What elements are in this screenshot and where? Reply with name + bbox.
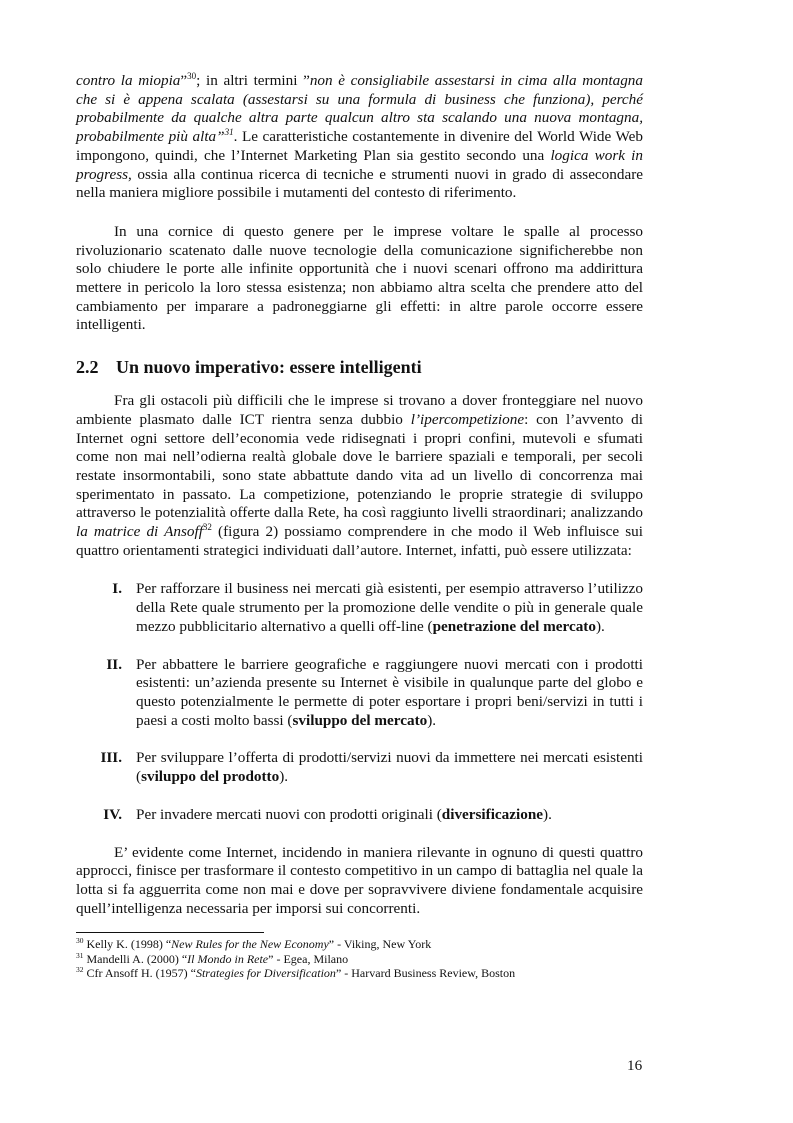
list-number: III.	[100, 749, 122, 767]
text-fragment: Per invadere mercati nuovi con prodotti originali (	[136, 805, 442, 823]
emphasis: la matrice di Ansoff	[76, 523, 203, 541]
text-fragment: : con l’avvento di Internet ogni settore dell’economia vede ridisegnati i propri confini, mutevoli e sfumati come non mai nell’odierna realtà globale dove le barriere spaziali e temporali, per secoli restate insormontabili, sono state abbattute dando vita ad un livello di concorrenza mai sperimentato in passato. La competizione, potenziando le proprie strategie di sviluppo attraverso le potenzialità offerte dalla Rete, ha così raggiunto livelli straordinari; analizzando	[76, 410, 643, 522]
footnote	[76, 937, 643, 952]
list-text	[136, 749, 643, 786]
list-item	[76, 749, 643, 786]
text-fragment: Cfr Ansoff H. (1957) “	[83, 966, 196, 981]
paragraph-1	[76, 72, 643, 203]
strategy-list	[76, 580, 643, 824]
emphasis: logica work in progress	[76, 146, 643, 183]
text-fragment: Per rafforzare il business nei mercati già esistenti, per esempio attraverso l’utilizzo della Rete quale strumento per la promozione delle vendite o più in generale quale mezzo pubblicitario alternativo a quelli off-line (	[136, 580, 643, 635]
section-number: 2.2	[76, 357, 99, 378]
footnote-number: 31	[76, 950, 84, 960]
quote-fragment: non è consigliabile assestarsi in cima alla montagna che si è appena scalata (assestarsi su una formula di business che funziona), perché probabilmente da qualche altra parte qualcun altro sta scalando una nuova montagna, probabilmente più alta	[76, 72, 643, 146]
emphasis: l’ipercompetizione	[410, 410, 525, 428]
quote-mark: ”	[216, 128, 225, 146]
footnote-ref-31-number: 31	[224, 127, 234, 138]
list-item	[76, 806, 643, 825]
bold-term: sviluppo del prodotto	[141, 768, 280, 786]
paragraph-2: In una cornice di questo genere per le imprese voltare le spalle al processo rivoluzionario scatenato dalle nuove tecnologie della comunicazione significherebbe non solo chiudere le porte alle infinite opportunità che i nuovi scenari offrono ma addirittura mettere in pericolo la loro stessa esistenza; non abbiamo altra scelta che prendere atto del cambiamento per imparare a padroneggiarne gli effetti: in altre parole occorre essere intelligenti.	[76, 222, 643, 334]
footnote-number: 32	[76, 965, 84, 975]
text-fragment: . Le caratteristiche costantemente in divenire del World Wide Web impongono, quindi, che l’Internet Marketing Plan sia gestito secondo una	[76, 128, 643, 164]
quote-mark: ”	[180, 72, 188, 89]
citation-title: Strategies for Diversification	[195, 966, 336, 981]
document-body	[76, 72, 643, 981]
text-fragment: ).	[543, 805, 552, 823]
text-fragment: ).	[595, 617, 605, 635]
citation-title: New Rules for the New Economy	[171, 937, 329, 952]
quote-fragment: contro la miopia	[76, 72, 181, 89]
footnote-ref-31[interactable]	[225, 127, 234, 137]
bold-term: sviluppo del mercato	[292, 711, 428, 729]
footnote	[76, 952, 643, 967]
list-number: IV.	[103, 805, 122, 823]
paragraph-3	[76, 392, 643, 560]
list-text	[136, 806, 643, 825]
section-title: Un nuovo imperativo: essere intelligenti	[116, 357, 422, 378]
footnote	[76, 966, 643, 981]
list-item	[76, 656, 643, 731]
text-fragment: ).	[279, 768, 289, 786]
footnotes	[76, 937, 643, 981]
text-fragment: ” - Egea, Milano	[268, 951, 349, 966]
list-number: I.	[112, 580, 122, 598]
text-fragment: Per abbattere le barriere geografiche e raggiungere nuovi mercati con i prodotti esistenti: un’azienda presente su Internet è visibile in qualunque parte del globo e questo potenzialmente le permette di poter esportare i propri beni/servizi in tutti i paesi a costi molto bassi (	[136, 655, 643, 729]
text-fragment: ).	[427, 711, 437, 729]
text-fragment: ” - Harvard Business Review, Boston	[335, 966, 516, 981]
citation-title: Il Mondo in Rete	[187, 951, 269, 966]
section-heading	[76, 357, 643, 378]
text-fragment: ” - Viking, New York	[328, 937, 432, 952]
list-text	[136, 580, 643, 636]
text-fragment: , ossia alla continua ricerca di tecniche e strumenti nuovi in grado di assecondare nella maniera migliore possibile i mutamenti del contesto di riferimento.	[76, 165, 643, 202]
footnote-number: 30	[76, 936, 84, 946]
text-fragment: Mandelli A. (2000) “	[83, 951, 188, 966]
list-text	[136, 656, 643, 731]
text-fragment: Kelly K. (1998) “	[83, 937, 172, 952]
footnote-divider	[76, 932, 264, 933]
list-number: II.	[106, 655, 122, 673]
text-fragment: Per sviluppare l’offerta di prodotti/servizi nuovi da immettere nei mercati esistenti (	[136, 749, 643, 786]
list-item	[76, 580, 643, 636]
paragraph-4: E’ evidente come Internet, incidendo in maniera rilevante in ognuno di questi quattro approcci, finisce per trasformare il contesto competitivo in un campo di battaglia nel quale la lotta si fa agguerrita come non mai e dove per sopravvivere diviene fondamentale acquisire quell’intelligenza necessaria per imporsi sui concorrenti.	[76, 843, 643, 917]
footnote-ref-30[interactable]: 30	[187, 70, 197, 81]
text-fragment: Fra gli ostacoli più difficili che le imprese si trovano a dover fronteggiare nel nuovo ambiente plasmato dalle ICT rientra senza dubbio	[76, 392, 643, 428]
page-number: 16	[627, 1057, 643, 1074]
bold-term: penetrazione del mercato	[432, 617, 596, 635]
bold-term: diversificazione	[441, 805, 544, 823]
footnote-ref-32[interactable]: 32	[202, 522, 212, 532]
text-fragment: ; in altri termini ”	[196, 72, 310, 89]
text-fragment: (figura 2) possiamo comprendere in che modo il Web influisce sui quattro orientamenti strategici individuati dall’autore. Internet, infatti, può essere utilizzata:	[76, 523, 643, 559]
